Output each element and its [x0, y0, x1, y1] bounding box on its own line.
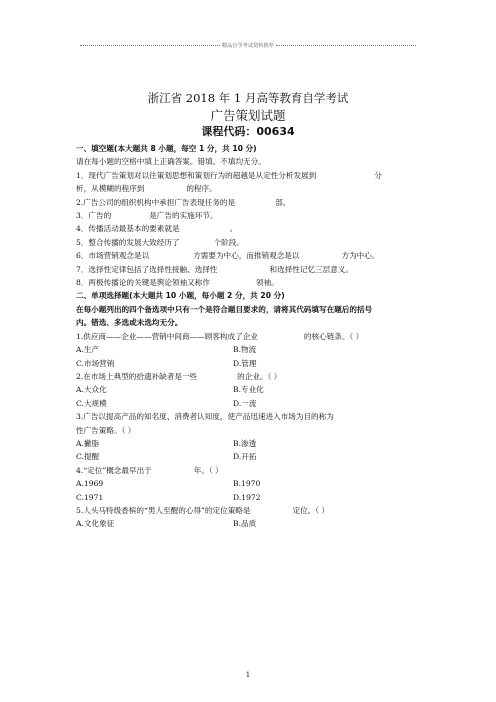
choice-question-5: 5.人头马特级香槟的“男人至醒的心得”的定位策略是 定位。（ ） — [76, 505, 330, 515]
running-header — [80, 40, 416, 50]
page-number: 1 — [245, 671, 251, 679]
choice-question-2-options-row-2 — [76, 397, 436, 410]
option-b: B.物流 — [233, 345, 257, 355]
option-c: C.大规模 — [76, 398, 107, 408]
course-code: 课程代码：00634 — [201, 125, 295, 138]
fill-question-5: 5．整合传播的发展大致经历了 个阶段。 — [76, 237, 244, 247]
fill-question-2: 2.广告公司的组织机构中承担广告表现任务的是 部。 — [76, 197, 291, 207]
choice-question-1-options-row-2 — [76, 357, 436, 370]
fill-question-1-cont: 析，从模糊的程序到 的程序。 — [76, 184, 217, 194]
choice-question-1-options-row-1 — [76, 343, 436, 356]
fill-question-7: 7．选择性定律包括了选择性接触、选择性 和选择性记忆三层意义。 — [76, 264, 354, 274]
fill-question-4: 4．传播活动最基本的要素就是 。 — [76, 224, 238, 234]
option-b: B.品质 — [233, 519, 257, 529]
option-d: D.开拓 — [233, 452, 257, 462]
choice-question-3: 3.广告以提高产品的知名度、消费者认知度，使产品迅速进入市场为目的称为 — [76, 412, 334, 422]
header-dotted-rule-left — [80, 45, 220, 46]
option-a: A.大众化 — [76, 385, 107, 395]
section-2-instruction: 在每小题列出的四个备选项中只有一个是符合题目要求的，请将其代码填写在题后的括号 — [76, 304, 373, 314]
option-b: B.渗透 — [233, 438, 257, 448]
choice-question-3-options-row-1 — [76, 437, 436, 450]
fill-question-1: 1．现代广告策划对以往策划思想和策划行为的超越是从定性分析发展到 分 — [76, 170, 382, 180]
option-a: A.1969 — [76, 479, 104, 489]
choice-question-2-options-row-1 — [76, 383, 436, 396]
option-a: A.生产 — [76, 345, 100, 355]
choice-question-4: 4.“定位”概念最早出于 年。（ ） — [76, 465, 223, 475]
choice-question-5-options-row-1 — [76, 517, 436, 530]
exam-title: 浙江省 2018 年 1 月高等教育自学考试 — [147, 91, 349, 105]
option-a: A.文化象征 — [76, 519, 115, 529]
choice-question-4-options-row-2 — [76, 491, 436, 504]
subject-title: 广告策划试题 — [210, 108, 286, 123]
header-dotted-rule-right — [276, 45, 416, 46]
exam-body — [76, 142, 436, 531]
fill-question-3: 3．广告的 是广告的实施环节。 — [76, 211, 218, 221]
option-b: B.1970 — [233, 479, 261, 489]
fill-question-8: 8．两极传播论的关键是舆论领袖又称作 领袖。 — [76, 278, 279, 288]
section-1-instruction: 请在每小题的空格中填上正确答案。错填、不填均无分。 — [76, 157, 266, 167]
option-d: D.1972 — [233, 492, 261, 502]
option-d: D.一流 — [233, 398, 257, 408]
option-c: C.提醒 — [76, 452, 100, 462]
fill-question-6: 6．市场营销观念是以 方需要为中心，而推销观念是以 方为中心。 — [76, 251, 380, 261]
option-d: D.管理 — [233, 358, 257, 368]
section-1-heading: 一、填空题(本大题共 8 小题，每空 1 分，共 10 分) — [76, 144, 257, 153]
choice-question-1: 1.供应商——企业——营销中间商——顾客构成了企业 的核心链条。（ ） — [76, 331, 364, 341]
choice-question-3-cont: 性广告策略。（ ） — [76, 425, 136, 435]
option-a: A.撇脂 — [76, 438, 100, 448]
choice-question-4-options-row-1 — [76, 477, 436, 490]
option-b: B.专业化 — [233, 385, 264, 395]
option-c: C.市场营销 — [76, 358, 115, 368]
option-c: C.1971 — [76, 492, 104, 502]
header-text: 精品自学考试资料推荐 — [222, 42, 275, 49]
choice-question-3-options-row-2 — [76, 450, 436, 463]
choice-question-2: 2.在市场上典型的拾遗补缺者是一些 的企业。（ ） — [76, 371, 282, 381]
section-2-heading: 二、单项选择题(本大题共 10 小题，每小题 2 分，共 20 分) — [76, 291, 285, 301]
section-2-instruction-cont: 内。错选、多选或未选均无分。 — [76, 318, 183, 328]
